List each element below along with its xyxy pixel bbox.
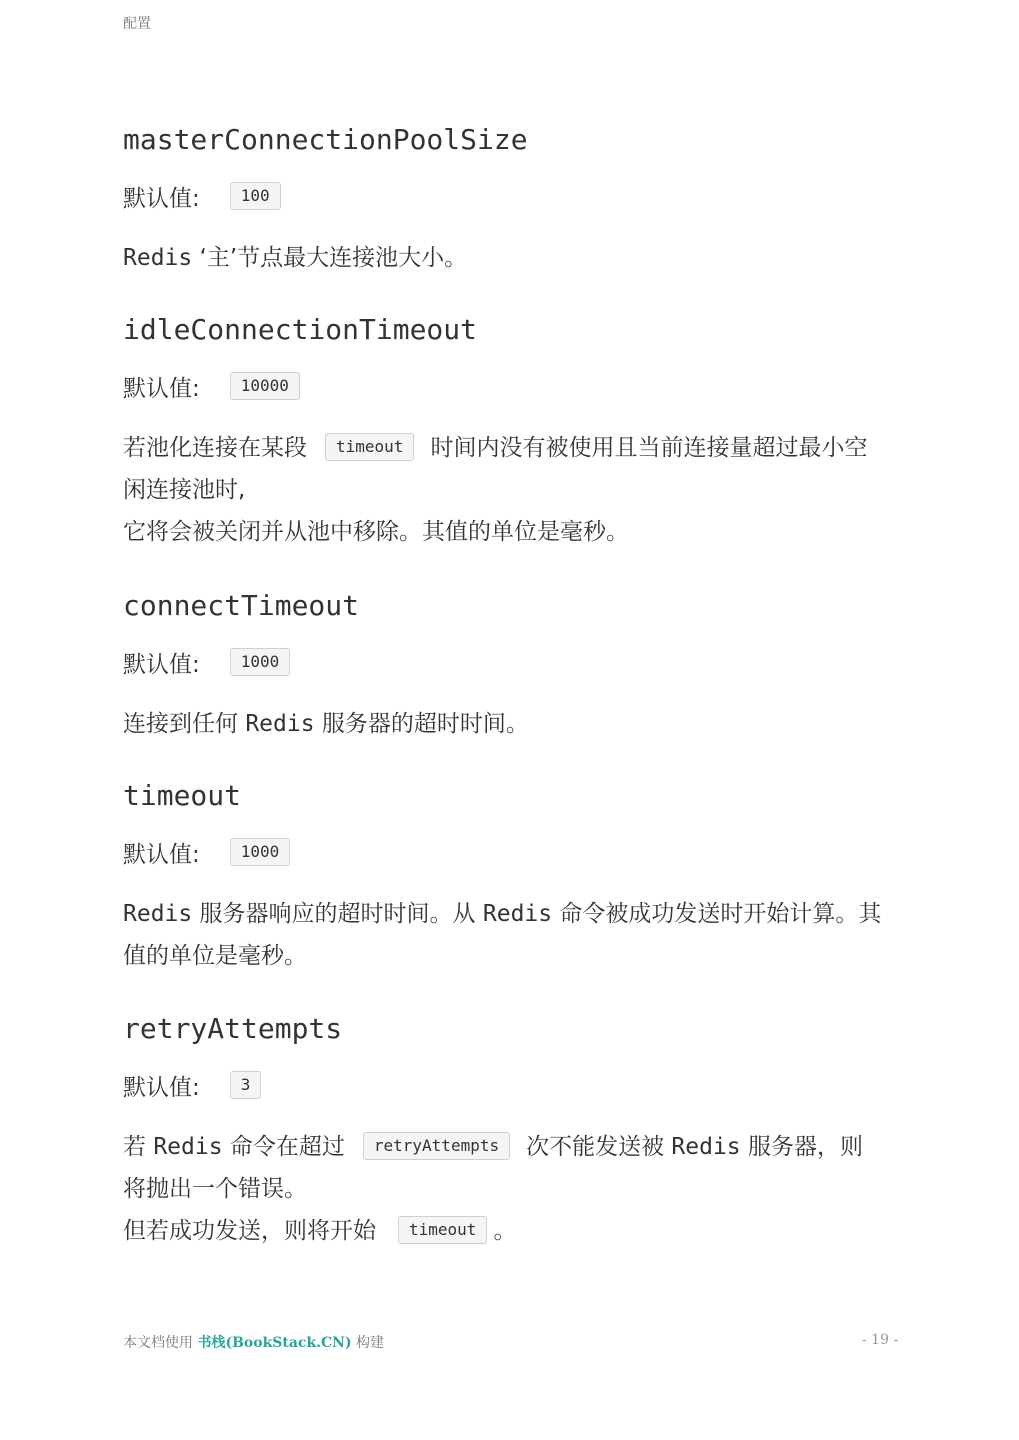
default-value: 10000	[230, 372, 300, 400]
default-label: 默认值:	[123, 841, 200, 868]
section-title: masterConnectionPoolSize	[123, 123, 528, 156]
default-value: 3	[230, 1071, 262, 1099]
footer-suffix: 构建	[351, 1335, 385, 1351]
section-description	[123, 427, 883, 553]
section-description	[123, 237, 883, 279]
desc-part: 。	[493, 1218, 517, 1244]
desc-part: Redis	[671, 1134, 741, 1160]
footer-credit	[123, 1332, 384, 1352]
desc-part: ‘主’节点最大连接池大小。	[192, 245, 468, 271]
section-idle-connection-timeout	[123, 313, 883, 553]
desc-part: 服务器响应的超时时间。从	[192, 901, 483, 927]
desc-part: 命令在超过	[222, 1134, 345, 1160]
desc-part: 命令被成功发送时开始计算。其值的单位是毫秒。	[123, 901, 882, 969]
default-value: 100	[230, 182, 281, 210]
default-label: 默认值:	[123, 1074, 200, 1101]
desc-part: Redis	[245, 711, 315, 737]
inline-code: retryAttempts	[363, 1132, 510, 1160]
desc-part: Redis	[123, 245, 193, 271]
default-value: 1000	[230, 838, 291, 866]
desc-part: 若池化连接在某段	[123, 435, 307, 461]
inline-code: timeout	[398, 1216, 487, 1244]
default-row	[123, 1068, 883, 1102]
section-title: connectTimeout	[123, 589, 360, 622]
inline-code: timeout	[325, 433, 414, 461]
running-header: 配置	[123, 16, 151, 32]
section-retry-attempts	[123, 1012, 883, 1252]
footer-prefix: 本文档使用	[123, 1335, 198, 1351]
desc-part: 服务器，则将抛出一个错误。	[123, 1134, 863, 1202]
desc-part: 它将会被关闭并从池中移除。其值的单位是毫秒。	[123, 519, 629, 545]
section-connect-timeout	[123, 589, 883, 745]
section-timeout	[123, 779, 883, 977]
default-label: 默认值:	[123, 651, 200, 678]
default-label: 默认值:	[123, 185, 200, 212]
page-number: - 19 -	[862, 1332, 899, 1348]
desc-part: Redis	[153, 1134, 223, 1160]
footer-brand-link[interactable]: 书栈(BookStack.CN)	[197, 1335, 352, 1351]
default-row	[123, 179, 883, 213]
desc-part: 连接到任何	[123, 711, 246, 737]
section-title: timeout	[123, 779, 242, 812]
desc-part: Redis	[123, 901, 193, 927]
default-label: 默认值:	[123, 375, 200, 402]
section-description	[123, 893, 883, 977]
desc-part: 服务器的超时时间。	[314, 711, 529, 737]
section-description	[123, 703, 883, 745]
section-master-connection-pool-size	[123, 123, 883, 279]
desc-part: Redis	[482, 901, 553, 927]
desc-part: 次不能发送被	[526, 1134, 672, 1160]
section-title: retryAttempts	[123, 1012, 343, 1045]
section-description	[123, 1126, 883, 1252]
section-title: idleConnectionTimeout	[123, 313, 478, 346]
default-row	[123, 835, 883, 869]
desc-part: 时间内没有被使用且当前连接量超过最小空闲连接池时,	[123, 435, 868, 503]
default-value: 1000	[230, 648, 291, 676]
desc-part: 若	[123, 1134, 154, 1160]
desc-part: 但若成功发送，则将开始	[123, 1218, 376, 1244]
default-row	[123, 645, 883, 679]
default-row	[123, 369, 883, 403]
